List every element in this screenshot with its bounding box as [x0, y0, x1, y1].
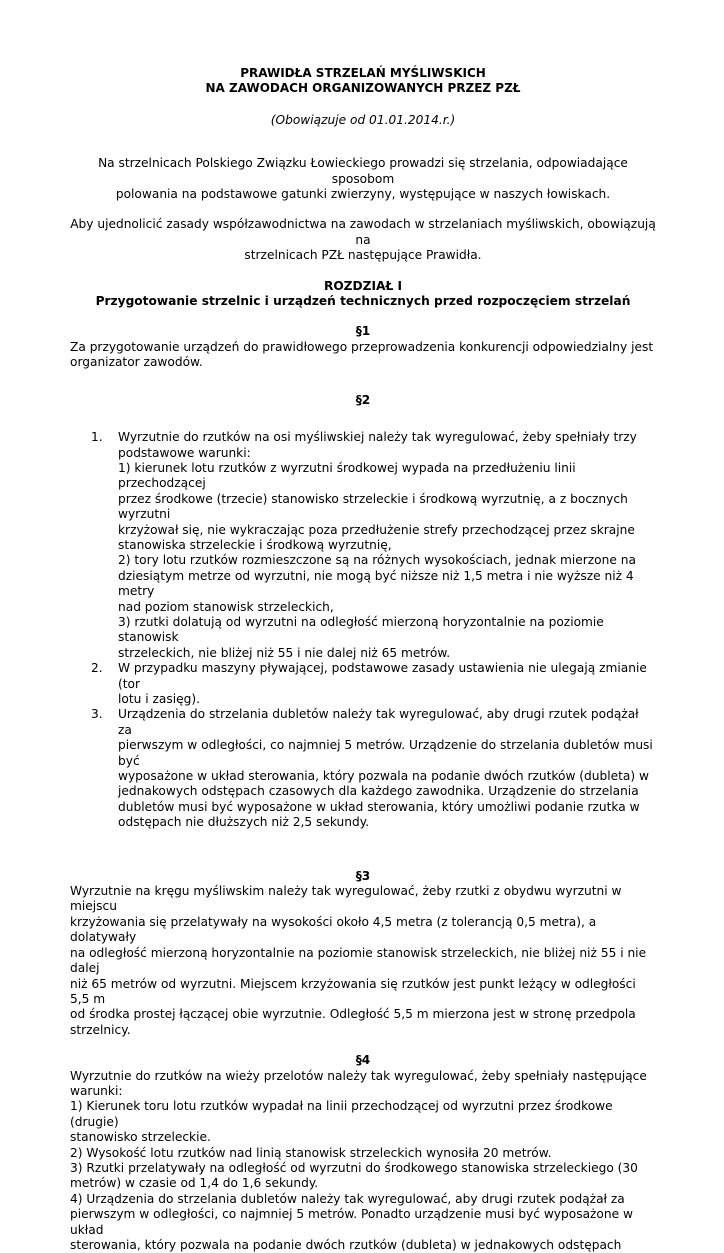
intro-paragraph-2 [70, 217, 656, 263]
section-3-line: krzyżowania się przelatywały na wysokości około 4,5 metra (z tolerancją 0,5 metra), a dolatywały [70, 914, 597, 945]
valid-from-note: (Obowiązuje od 01.01.2014.r.) [270, 112, 456, 127]
list-item-line: dziesiątym metrze od wyrzutni, nie mogą być niższe niż 1,5 metra i nie wyższe niż 4 metry [118, 568, 634, 599]
intro-paragraph-1 [70, 156, 656, 202]
list-item-line: przez środkowe (trzecie) stanowisko strzeleckie i środkową wyrzutnię, a z bocznych wyrzutni [118, 491, 628, 522]
list-item-line: dubletów musi być wyposażone w układ sterowania, który umożliwi podanie rzutka w [118, 799, 640, 814]
section-4-line: Wyrzutnie do rzutków na wieży przelotów należy tak wyregulować, żeby spełniały następujące [70, 1068, 647, 1083]
section-4-line: 2) Wysokość lotu rzutków nad linią stanowisk strzeleckich wynosiła 20 metrów. [70, 1145, 552, 1160]
section-4-line: 3) Rzutki przelatywały na odległość od wyrzutni do środkowego stanowiska strzeleckiego (30 [70, 1160, 638, 1175]
list-item-line: 1) kierunek lotu rzutków z wyrzutni środkowej wypada na przedłużeniu linii przechodzącej [118, 460, 576, 491]
section-2-mark: §2 [355, 392, 371, 407]
list-item-number: 2. [91, 661, 103, 676]
section-4-line: metrów) w czasie od 1,4 do 1,6 sekundy. [70, 1176, 319, 1191]
intro-p2-line-1: Aby ujednolicić zasady współzawodnictwa na zawodach w strzelaniach myśliwskich, obowiązują na [70, 217, 656, 247]
section-1-text [70, 340, 656, 371]
section-4-line: 4) Urządzenia do strzelania dubletów należy tak wyregulować, aby drugi rzutek podążał za [70, 1191, 625, 1206]
section-4-text [70, 1069, 656, 1253]
document-page [70, 66, 656, 1253]
title-line-1: PRAWIDŁA STRZELAŃ MYŚLIWSKICH [240, 66, 486, 80]
section-3-line: Wyrzutnie na kręgu myśliwskim należy tak wyregulować, żeby rzutki z obydwu wyrzutni w miejscu [70, 884, 622, 914]
section-4-line: warunki: [70, 1083, 123, 1098]
chapter-heading [70, 279, 656, 310]
list-item-line: pierwszym w odległości, co najmniej 5 metrów. Urządzenie do strzelania dubletów musi być [118, 738, 653, 768]
section-3-line: strzelnicy. [70, 1022, 131, 1037]
title-line-2: NA ZAWODACH ORGANIZOWANYCH PRZEZ PZŁ [205, 81, 521, 96]
section-3-line: od środka prostej łączącej obie wyrzutnie. Odległość 5,5 m mierzona jest w stronę przedpola [70, 1007, 636, 1022]
section-1-mark: §1 [355, 324, 371, 339]
section-2-list [70, 430, 656, 831]
document-title [70, 66, 656, 97]
section-3-mark: §3 [355, 868, 371, 883]
section-3-line: niż 65 metrów od wyrzutni. Miejscem krzyżowania się rzutków jest punkt leżący w odległości 5,5 m [70, 976, 636, 1006]
intro-p1-line-2: polowania na podstawowe gatunki zwierzyny, występujące w naszych łowiskach. [115, 187, 611, 202]
list-item [70, 430, 656, 661]
section-4-line: 1) Kierunek toru lotu rzutków wypadał na linii przechodzącej od wyrzutni przez środkowe (drugie) [70, 1099, 613, 1129]
section-4-mark: §4 [355, 1053, 371, 1068]
section-4-line: pierwszym w odległości, co najmniej 5 metrów. Ponadto urządzenie musi być wyposażone w układ [70, 1207, 633, 1237]
chapter-title: Przygotowanie strzelnic i urządzeń technicznych przed rozpoczęciem strzelań [95, 294, 631, 309]
list-item-line: 3) rzutki dolatują od wyrzutni na odległość mierzoną horyzontalnie na poziomie stanowisk [118, 614, 604, 645]
list-item-line: nad poziom stanowisk strzeleckich, [118, 599, 334, 614]
list-item-line: odstępach nie dłuższych niż 2,5 sekundy. [118, 815, 370, 830]
list-item-line: krzyżował się, nie wykraczając poza przedłużenie strefy przechodzącej przez skrajne [118, 522, 635, 537]
chapter-label: ROZDZIAŁ I [323, 278, 403, 293]
list-item-line: wyposażone w układ sterowania, który pozwala na podanie dwóch rzutków (dubleta) w [118, 769, 649, 784]
section-3-line: na odległość mierzoną horyzontalnie na poziomie stanowisk strzeleckich, nie bliżej niż 55 i nie dalej [70, 945, 647, 976]
list-item-number: 3. [91, 707, 103, 722]
list-item-line: Urządzenia do strzelania dubletów należy tak wyregulować, aby drugi rzutek podążał za [118, 707, 639, 737]
list-item [70, 707, 656, 830]
section-4-line: sterowania, który pozwala na podanie dwóch rzutków (dubleta) w jednakowych odstępach [70, 1238, 622, 1252]
section-3-text [70, 884, 656, 1038]
list-item [70, 661, 656, 707]
section-4-line: stanowisko strzeleckie. [70, 1130, 211, 1145]
list-item-line: jednakowych odstępach czasowych dla każdego zawodnika. Urządzenie do strzelania [118, 784, 639, 799]
intro-p1-line-1: Na strzelnicach Polskiego Związku Łowieckiego prowadzi się strzelania, odpowiadające sposobom [98, 156, 628, 186]
list-item-number: 1. [91, 430, 103, 445]
list-item-line: podstawowe warunki: [118, 445, 251, 460]
section-1-line-2: organizator zawodów. [70, 355, 203, 370]
list-item-line: lotu i zasięg). [118, 692, 200, 706]
section-1-line-1: Za przygotowanie urządzeń do prawidłowego przeprowadzenia konkurencji odpowiedzialny jest [70, 339, 654, 354]
list-item-line: stanowiska strzeleckie i środkową wyrzutnię, [118, 537, 392, 552]
list-item-line: W przypadku maszyny pływającej, podstawowe zasady ustawienia nie ulegają zmianie (tor [118, 661, 647, 691]
list-item-line: 2) tory lotu rzutków rozmieszczone są na różnych wysokościach, jednak mierzone na [118, 553, 636, 568]
list-item-line: strzeleckich, nie bliżej niż 55 i nie dalej niż 65 metrów. [118, 645, 451, 660]
list-item-line: Wyrzutnie do rzutków na osi myśliwskiej należy tak wyregulować, żeby spełniały trzy [118, 430, 637, 445]
intro-p2-line-2: strzelnicach PZŁ następujące Prawidła. [244, 248, 482, 263]
